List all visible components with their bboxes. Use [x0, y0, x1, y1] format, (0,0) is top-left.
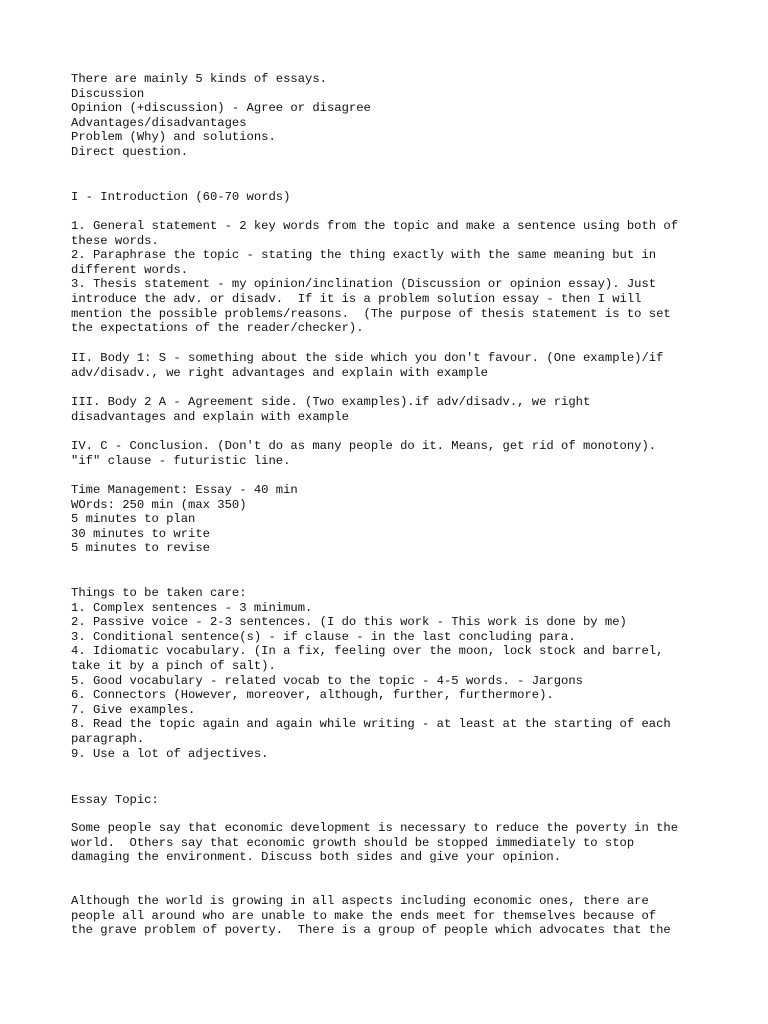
introduction-points [71, 219, 711, 336]
text-line: WOrds: 250 min (max 350) [71, 497, 247, 512]
text-line: people all around who are unable to make the ends meet for themselves because of [71, 908, 657, 923]
text-line: 3. Thesis statement - my opinion/inclination (Discussion or opinion essay). Just [71, 277, 657, 292]
text-line: 5. Good vocabulary - related vocab to the topic - 4-5 words. - Jargons [71, 673, 583, 688]
text-line: 5 minutes to plan [71, 512, 196, 527]
text-line: "if" clause - futuristic line. [71, 453, 291, 468]
text-line: 6. Connectors (However, moreover, although, further, furthermore). [71, 688, 554, 703]
text-line: 2. Passive voice - 2-3 sentences. (I do this work - This work is done by me) [71, 615, 627, 630]
text-line: the grave problem of poverty. There is a group of people which advocates that the [71, 923, 671, 938]
text-line: world. Others say that economic growth should be stopped immediately to stop [71, 835, 635, 850]
essay-topic-text [71, 821, 711, 865]
text-line: 5 minutes to revise [71, 541, 210, 556]
essay-body-paragraph [71, 894, 711, 938]
text-line: introduce the adv. or disadv. If it is a problem solution essay - then I will [71, 291, 642, 306]
text-line: 1. Complex sentences - 3 minimum. [71, 600, 313, 615]
text-line: Problem (Why) and solutions. [71, 130, 276, 145]
text-line: take it by a pinch of salt). [71, 658, 276, 673]
text-line: 8. Read the topic again and again while writing - at least at the starting of each [71, 717, 671, 732]
essay-types-list [71, 72, 711, 160]
text-line: 30 minutes to write [71, 526, 210, 541]
text-line: III. Body 2 A - Agreement side. (Two examples).if adv/disadv., we right [71, 395, 591, 409]
text-line: Advantages/disadvantages [71, 115, 247, 130]
essay-topic-heading [71, 793, 711, 808]
text-line: 4. Idiomatic vocabulary. (In a fix, feeling over the moon, lock stock and barrel, [71, 644, 664, 659]
text-line: disadvantages and explain with example [71, 409, 349, 424]
body-1-section [71, 351, 711, 380]
text-line: different words. [71, 262, 189, 277]
text-line: 1. General statement - 2 key words from the topic and make a sentence using both of [71, 219, 679, 233]
introduction-heading [71, 190, 711, 205]
text-line: adv/disadv., we right advantages and explain with example [71, 365, 488, 380]
body-2-section [71, 395, 711, 424]
text-line: damaging the environment. Discuss both sides and give your opinion. [71, 850, 562, 865]
text-line: Some people say that economic development is necessary to reduce the poverty in the [71, 821, 679, 835]
text-line: There are mainly 5 kinds of essays. [71, 72, 327, 86]
text-line: IV. C - Conclusion. (Don't do as many people do it. Means, get rid of monotony). [71, 439, 657, 453]
text-line: Things to be taken care: [71, 586, 247, 600]
text-line: these words. [71, 233, 159, 248]
text-line: 7. Give examples. [71, 702, 196, 717]
conclusion-section [71, 439, 711, 468]
text-line: Although the world is growing in all aspects including economic ones, there are [71, 894, 649, 908]
text-line: Discussion [71, 86, 145, 101]
text-line: mention the possible problems/reasons. (The purpose of thesis statement is to set [71, 306, 671, 321]
text-line: Direct question. [71, 144, 189, 159]
time-management-section [71, 483, 711, 556]
text-line: I - Introduction (60-70 words) [71, 190, 291, 204]
text-line: Essay Topic: [71, 793, 159, 807]
text-line: Time Management: Essay - 40 min [71, 483, 298, 497]
text-line: 9. Use a lot of adjectives. [71, 746, 269, 761]
text-line: 2. Paraphrase the topic - stating the thing exactly with the same meaning but in [71, 248, 657, 263]
things-to-care-list [71, 586, 711, 761]
text-line: 3. Conditional sentence(s) - if clause - in the last concluding para. [71, 629, 576, 644]
text-line: II. Body 1: S - something about the side which you don't favour. (One example)/if [71, 351, 664, 365]
text-line: Opinion (+discussion) - Agree or disagree [71, 101, 371, 116]
text-line: the expectations of the reader/checker). [71, 321, 364, 336]
text-line: paragraph. [71, 731, 145, 746]
